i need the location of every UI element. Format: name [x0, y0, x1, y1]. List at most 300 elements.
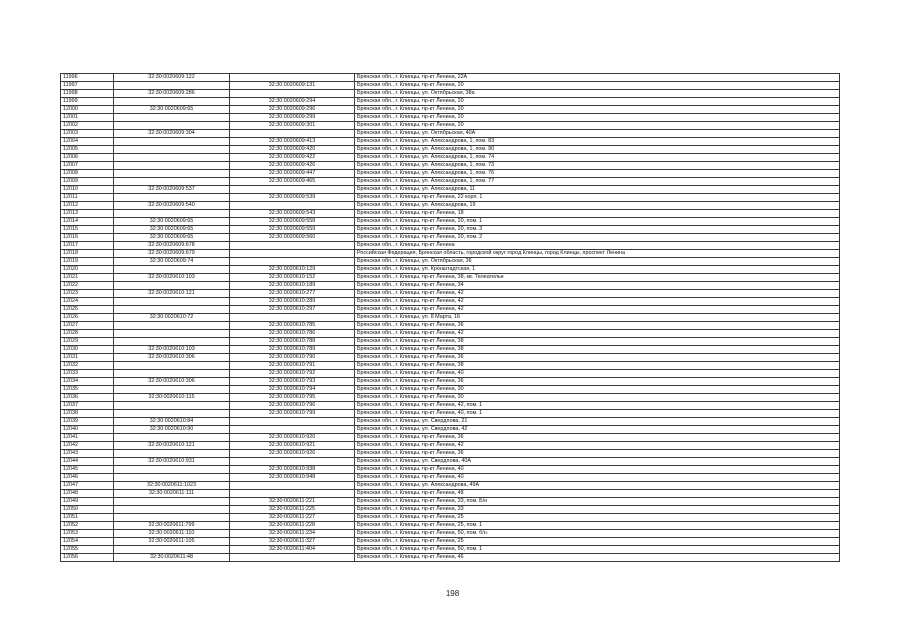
- address-cell: Брянская обл., г. Клинцы, пр-кт Ленина, 42: [355, 306, 840, 314]
- row-number: 12047: [61, 482, 114, 490]
- cadastral-number-building: [230, 458, 355, 466]
- table-row: [61, 130, 840, 138]
- address-cell: Брянская обл., г. Клинцы, пр-кт Ленина, 18: [355, 210, 840, 218]
- address-cell: Брянская обл., г. Клинцы, пр-кт Ленина, 20: [355, 122, 840, 130]
- cadastral-number-parcel: [114, 282, 230, 290]
- table-row: [61, 410, 840, 418]
- row-number: 12017: [61, 242, 114, 250]
- address-cell: Брянская обл., г. Клинцы, ул. Свердлова, 42: [355, 426, 840, 434]
- cadastral-number-building: [230, 130, 355, 138]
- table-row: [61, 114, 840, 122]
- cadastral-number-parcel: 32:30:0020609:122: [114, 74, 230, 82]
- cadastral-number-parcel: [114, 162, 230, 170]
- row-number: 12032: [61, 362, 114, 370]
- cadastral-number-parcel: [114, 370, 230, 378]
- cadastral-number-building: [230, 482, 355, 490]
- table-row: [61, 338, 840, 346]
- cadastral-number-building: 32:30:0020609:560: [230, 234, 355, 242]
- address-cell: Брянская обл., г. Клинцы, пр-кт Ленина, 20, пом. 2: [355, 234, 840, 242]
- row-number: 12015: [61, 226, 114, 234]
- row-number: 12048: [61, 490, 114, 498]
- table-row: [61, 370, 840, 378]
- cadastral-number-building: [230, 258, 355, 266]
- cadastral-table: [60, 73, 840, 562]
- row-number: 12052: [61, 522, 114, 530]
- table-row: [61, 378, 840, 386]
- address-cell: Брянская обл., г. Клинцы, ул. Александрова, 1, пом. 77: [355, 178, 840, 186]
- row-number: 12001: [61, 114, 114, 122]
- cadastral-number-parcel: 32:30:0020609:74: [114, 258, 230, 266]
- cadastral-number-parcel: [114, 194, 230, 202]
- address-cell: Брянская обл., г. Клинцы, пр-кт Ленина, 38: [355, 362, 840, 370]
- table-row: [61, 522, 840, 530]
- table-row: [61, 394, 840, 402]
- address-cell: Брянская обл., г. Клинцы, пр-кт Ленина, 46: [355, 554, 840, 562]
- row-number: 12033: [61, 370, 114, 378]
- table-row: [61, 458, 840, 466]
- address-cell: Брянская обл., г. Клинцы, пр-кт Ленина, 20: [355, 114, 840, 122]
- cadastral-number-building: 32:30:0020610:926: [230, 450, 355, 458]
- cadastral-number-building: 32:30:0020609:420: [230, 146, 355, 154]
- cadastral-number-parcel: [114, 146, 230, 154]
- cadastral-number-building: 32:30:0020610:277: [230, 290, 355, 298]
- row-number: 12020: [61, 266, 114, 274]
- row-number: 12038: [61, 410, 114, 418]
- cadastral-number-building: 32:30:0020611:234: [230, 530, 355, 538]
- row-number: 12003: [61, 130, 114, 138]
- cadastral-number-building: 32:30:0020609:426: [230, 162, 355, 170]
- cadastral-number-parcel: 32:30:0020609:679: [114, 250, 230, 258]
- row-number: 12025: [61, 306, 114, 314]
- address-cell: Брянская обл., г. Клинцы, ул. Свердлова, 40А: [355, 458, 840, 466]
- address-cell: Брянская обл., г. Клинцы, пр-кт Ленина, 20, пом. 1: [355, 218, 840, 226]
- cadastral-number-building: 32:30:0020610:785: [230, 322, 355, 330]
- cadastral-number-parcel: 32:30:0020610:931: [114, 458, 230, 466]
- cadastral-number-parcel: [114, 306, 230, 314]
- table-row: [61, 154, 840, 162]
- table-row: [61, 554, 840, 562]
- row-number: 12009: [61, 178, 114, 186]
- cadastral-number-building: 32:30:0020609:558: [230, 218, 355, 226]
- table-row: [61, 298, 840, 306]
- page-number: 198: [445, 589, 460, 598]
- cadastral-number-building: 32:30:0020610:793: [230, 378, 355, 386]
- row-number: 12034: [61, 378, 114, 386]
- cadastral-number-building: 32:30:0020610:794: [230, 386, 355, 394]
- table-row: [61, 170, 840, 178]
- table-row: [61, 362, 840, 370]
- cadastral-number-parcel: [114, 474, 230, 482]
- cadastral-number-building: 32:30:0020610:792: [230, 370, 355, 378]
- cadastral-number-building: 32:30:0020611:404: [230, 546, 355, 554]
- table-row: [61, 426, 840, 434]
- cadastral-number-parcel: [114, 330, 230, 338]
- table-row: [61, 314, 840, 322]
- row-number: 12008: [61, 170, 114, 178]
- address-cell: Брянская обл., г. Клинцы, пр-кт Ленина, 42: [355, 298, 840, 306]
- cadastral-number-building: 32:30:0020610:948: [230, 474, 355, 482]
- cadastral-number-building: [230, 202, 355, 210]
- cadastral-number-building: [230, 74, 355, 82]
- address-cell: Брянская обл., г. Клинцы, ул. Александрова, 19: [355, 202, 840, 210]
- address-cell: Брянская обл., г. Клинцы, пр-кт Ленина, 20: [355, 98, 840, 106]
- address-cell: Брянская обл., г. Клинцы, пр-кт Ленина, 20, пом. 3: [355, 226, 840, 234]
- table-row: [61, 186, 840, 194]
- address-cell: Брянская обл., г. Клинцы, пр-кт Ленина, 22 корп. 1: [355, 194, 840, 202]
- address-cell: Брянская обл., г. Клинцы, пр-кт Ленина, 25: [355, 514, 840, 522]
- cadastral-number-parcel: [114, 362, 230, 370]
- cadastral-number-parcel: [114, 82, 230, 90]
- row-number: 12056: [61, 554, 114, 562]
- cadastral-number-building: 32:30:0020610:920: [230, 434, 355, 442]
- row-number: 11999: [61, 98, 114, 106]
- row-number: 12027: [61, 322, 114, 330]
- table-row: [61, 450, 840, 458]
- table-row: [61, 250, 840, 258]
- table-row: [61, 442, 840, 450]
- row-number: 12035: [61, 386, 114, 394]
- row-number: 12037: [61, 402, 114, 410]
- address-cell: Брянская обл., г. Клинцы, пр-кт Ленина, 48: [355, 490, 840, 498]
- address-cell: Брянская обл., г. Клинцы, ул. Октябрьская, 36: [355, 258, 840, 266]
- cadastral-number-parcel: 32:30:0020609:678: [114, 242, 230, 250]
- cadastral-number-parcel: [114, 322, 230, 330]
- cadastral-number-building: 32:30:0020609:447: [230, 170, 355, 178]
- cadastral-number-parcel: [114, 506, 230, 514]
- table-row: [61, 162, 840, 170]
- cadastral-number-building: [230, 314, 355, 322]
- cadastral-number-parcel: [114, 514, 230, 522]
- cadastral-number-parcel: 32:30:0020609:65: [114, 234, 230, 242]
- row-number: 12051: [61, 514, 114, 522]
- table-row: [61, 218, 840, 226]
- table-row: [61, 506, 840, 514]
- table-row: [61, 386, 840, 394]
- row-number: 12053: [61, 530, 114, 538]
- table-body: [61, 74, 840, 562]
- address-cell: Брянская обл., г. Клинцы, ул. Александрова, 1, пом. 76: [355, 170, 840, 178]
- address-cell: Брянская обл., г. Клинцы, пр-кт Ленина, 30: [355, 386, 840, 394]
- address-cell: Брянская обл., г. Клинцы, ул. Александрова, 1, пом. 90: [355, 146, 840, 154]
- address-cell: Брянская обл., г. Клинцы, пр-кт Ленина, 36: [355, 434, 840, 442]
- row-number: 12007: [61, 162, 114, 170]
- address-cell: Брянская обл., г. Клинцы, пр-кт Ленина, 38: [355, 338, 840, 346]
- cadastral-number-parcel: 32:30:0020610:84: [114, 418, 230, 426]
- cadastral-number-parcel: 32:30:0020611:48: [114, 554, 230, 562]
- table-row: [61, 474, 840, 482]
- address-cell: Брянская обл., г. Клинцы, пр-кт Ленина, 36: [355, 378, 840, 386]
- address-cell: Брянская обл., г. Клинцы, пр-кт Ленина, 36: [355, 354, 840, 362]
- cadastral-number-parcel: 32:30:0020609:65: [114, 106, 230, 114]
- cadastral-number-parcel: 32:30:0020609:537: [114, 186, 230, 194]
- cadastral-number-building: 32:30:0020610:788: [230, 338, 355, 346]
- row-number: 12030: [61, 346, 114, 354]
- cadastral-number-parcel: [114, 402, 230, 410]
- row-number: 12042: [61, 442, 114, 450]
- table-row: [61, 122, 840, 130]
- cadastral-number-parcel: 32:30:0020611:110: [114, 530, 230, 538]
- row-number: 12054: [61, 538, 114, 546]
- cadastral-number-parcel: [114, 450, 230, 458]
- cadastral-number-parcel: 32:30:0020610:72: [114, 314, 230, 322]
- cadastral-number-building: 32:30:0020609:543: [230, 210, 355, 218]
- row-number: 12002: [61, 122, 114, 130]
- address-cell: Брянская обл., г. Клинцы, ул. Александрова, 1, пом. 74: [355, 154, 840, 162]
- row-number: 12011: [61, 194, 114, 202]
- table-row: [61, 90, 840, 98]
- cadastral-number-building: [230, 242, 355, 250]
- address-cell: Брянская обл., г. Клинцы, пр-кт Ленина, 25, пом. 1: [355, 522, 840, 530]
- row-number: 12019: [61, 258, 114, 266]
- address-cell: Брянская обл., г. Клинцы, пр-кт Ленина, 36: [355, 450, 840, 458]
- cadastral-number-parcel: 32:30:0020610:306: [114, 354, 230, 362]
- row-number: 12006: [61, 154, 114, 162]
- cadastral-number-parcel: [114, 410, 230, 418]
- row-number: 12050: [61, 506, 114, 514]
- table-row: [61, 538, 840, 546]
- cadastral-number-building: 32:30:0020610:799: [230, 410, 355, 418]
- address-cell: Брянская обл., г. Клинцы, ул. Октябрьская, 40А: [355, 130, 840, 138]
- address-cell: Брянская обл., г. Клинцы, пр-кт Ленина, 50, пом. 1: [355, 546, 840, 554]
- row-number: 12049: [61, 498, 114, 506]
- cadastral-number-parcel: 32:30:0020609:65: [114, 226, 230, 234]
- cadastral-number-building: 32:30:0020610:791: [230, 362, 355, 370]
- table-row: [61, 146, 840, 154]
- row-number: 11997: [61, 82, 114, 90]
- address-cell: Брянская обл., г. Клинцы, пр-кт Ленина, 40: [355, 466, 840, 474]
- cadastral-number-building: 32:30:0020611:225: [230, 506, 355, 514]
- row-number: 12028: [61, 330, 114, 338]
- table-row: [61, 274, 840, 282]
- address-cell: Брянская обл., г. Клинцы, ул. Александрова, 49А: [355, 482, 840, 490]
- address-cell: Брянская обл., г. Клинцы, пр-кт Ленина, 40: [355, 474, 840, 482]
- address-cell: Российская Федерация, Брянская область, городской округ город Клинцы, город Клинцы, проспект Ленина: [355, 250, 840, 258]
- table-row: [61, 266, 840, 274]
- table-row: [61, 282, 840, 290]
- cadastral-number-building: [230, 426, 355, 434]
- cadastral-number-building: [230, 90, 355, 98]
- address-cell: Брянская обл., г. Клинцы, пр-кт Ленина, 42: [355, 330, 840, 338]
- cadastral-number-building: 32:30:0020609:559: [230, 226, 355, 234]
- cadastral-number-parcel: [114, 498, 230, 506]
- address-cell: Брянская обл., г. Клинцы, пр-кт Ленина, 25: [355, 538, 840, 546]
- cadastral-number-building: 32:30:0020609:294: [230, 98, 355, 106]
- cadastral-number-building: 32:30:0020609:299: [230, 114, 355, 122]
- cadastral-number-building: 32:30:0020610:921: [230, 442, 355, 450]
- row-number: 12022: [61, 282, 114, 290]
- row-number: 12045: [61, 466, 114, 474]
- address-cell: Брянская обл., г. Клинцы, пр-кт Ленина, 42, пом. 1: [355, 402, 840, 410]
- cadastral-number-parcel: 32:30:0020611:111: [114, 490, 230, 498]
- cadastral-number-building: 32:30:0020610:789: [230, 346, 355, 354]
- cadastral-number-parcel: [114, 114, 230, 122]
- cadastral-number-parcel: [114, 138, 230, 146]
- table-row: [61, 98, 840, 106]
- address-cell: Брянская обл., г. Клинцы, пр-кт Ленина, 34: [355, 282, 840, 290]
- cadastral-number-parcel: [114, 338, 230, 346]
- table-row: [61, 530, 840, 538]
- cadastral-number-building: 32:30:0020610:786: [230, 330, 355, 338]
- row-number: 12039: [61, 418, 114, 426]
- table-row: [61, 226, 840, 234]
- cadastral-number-parcel: [114, 98, 230, 106]
- cadastral-number-parcel: 32:30:0020610:306: [114, 378, 230, 386]
- address-cell: Брянская обл., г. Клинцы, ул. Александрова, 1, пом. 73: [355, 162, 840, 170]
- row-number: 12043: [61, 450, 114, 458]
- row-number: 12013: [61, 210, 114, 218]
- table-row: [61, 106, 840, 114]
- cadastral-number-parcel: 32:30:0020610:121: [114, 290, 230, 298]
- cadastral-number-parcel: [114, 178, 230, 186]
- row-number: 12031: [61, 354, 114, 362]
- address-cell: Брянская обл., г. Клинцы, пр-кт Ленина, 38: [355, 346, 840, 354]
- address-cell: Брянская обл., г. Клинцы, пр-кт Ленина, 36: [355, 322, 840, 330]
- table-row: [61, 242, 840, 250]
- row-number: 12000: [61, 106, 114, 114]
- cadastral-number-building: 32:30:0020610:189: [230, 282, 355, 290]
- row-number: 12021: [61, 274, 114, 282]
- table-row: [61, 346, 840, 354]
- address-cell: Брянская обл., г. Клинцы, пр-кт Ленина, 38, кв. Телеателье: [355, 274, 840, 282]
- cadastral-number-building: [230, 250, 355, 258]
- table-row: [61, 210, 840, 218]
- row-number: 12046: [61, 474, 114, 482]
- row-number: 12055: [61, 546, 114, 554]
- cadastral-number-parcel: [114, 122, 230, 130]
- row-number: 11996: [61, 74, 114, 82]
- address-cell: Брянская обл., г. Клинцы, пр-кт Ленина, 42: [355, 442, 840, 450]
- row-number: 12004: [61, 138, 114, 146]
- address-cell: Брянская обл., г. Клинцы, ул. Свердлова, 21: [355, 418, 840, 426]
- cadastral-number-parcel: 32:30:0020611:799: [114, 522, 230, 530]
- cadastral-number-building: 32:30:0020611:221: [230, 498, 355, 506]
- row-number: 12014: [61, 218, 114, 226]
- table-row: [61, 202, 840, 210]
- row-number: 12016: [61, 234, 114, 242]
- table-row: [61, 178, 840, 186]
- cadastral-number-parcel: 32:30:0020609:540: [114, 202, 230, 210]
- cadastral-number-building: 32:30:0020610:152: [230, 274, 355, 282]
- row-number: 12029: [61, 338, 114, 346]
- cadastral-number-building: [230, 186, 355, 194]
- cadastral-number-parcel: 32:30:0020611:1023: [114, 482, 230, 490]
- cadastral-number-building: 32:30:0020610:297: [230, 306, 355, 314]
- cadastral-number-building: 32:30:0020609:413: [230, 138, 355, 146]
- cadastral-number-building: [230, 554, 355, 562]
- cadastral-number-building: [230, 490, 355, 498]
- table-row: [61, 434, 840, 442]
- cadastral-number-parcel: [114, 266, 230, 274]
- row-number: 12018: [61, 250, 114, 258]
- table-row: [61, 490, 840, 498]
- cadastral-number-building: 32:30:0020610:790: [230, 354, 355, 362]
- row-number: 12026: [61, 314, 114, 322]
- cadastral-number-parcel: [114, 434, 230, 442]
- cadastral-number-building: 32:30:0020609:539: [230, 194, 355, 202]
- cadastral-number-building: 32:30:0020609:465: [230, 178, 355, 186]
- row-number: 11998: [61, 90, 114, 98]
- cadastral-number-building: 32:30:0020611:327: [230, 538, 355, 546]
- table-row: [61, 418, 840, 426]
- address-cell: Брянская обл., г. Клинцы, пр-кт Ленина, 33: [355, 506, 840, 514]
- address-cell: Брянская обл., г. Клинцы, пр-кт Ленина, 30: [355, 394, 840, 402]
- cadastral-number-parcel: [114, 210, 230, 218]
- cadastral-number-building: 32:30:0020609:296: [230, 106, 355, 114]
- address-cell: Брянская обл., г. Клинцы, пр-кт Ленина, 42: [355, 290, 840, 298]
- cadastral-number-parcel: 32:30:0020610:103: [114, 274, 230, 282]
- table-row: [61, 74, 840, 82]
- table-row: [61, 82, 840, 90]
- cadastral-number-parcel: 32:30:0020610:115: [114, 394, 230, 402]
- row-number: 12010: [61, 186, 114, 194]
- address-cell: Брянская обл., г. Клинцы, пр-кт Ленина, 50, пом. б/н.: [355, 530, 840, 538]
- cadastral-number-building: 32:30:0020610:796: [230, 402, 355, 410]
- address-cell: Брянская обл., г. Клинцы, пр-кт Ленина, 40, пом. 1: [355, 410, 840, 418]
- table-row: [61, 498, 840, 506]
- cadastral-number-parcel: 32:30:0020610:103: [114, 346, 230, 354]
- cadastral-number-parcel: 32:30:0020611:105: [114, 538, 230, 546]
- cadastral-number-parcel: [114, 386, 230, 394]
- cadastral-number-parcel: 32:30:0020609:65: [114, 218, 230, 226]
- cadastral-number-building: 32:30:0020610:795: [230, 394, 355, 402]
- cadastral-number-parcel: [114, 466, 230, 474]
- row-number: 12044: [61, 458, 114, 466]
- address-cell: Брянская обл., г. Клинцы, пр-кт Ленина, 40: [355, 370, 840, 378]
- address-cell: Брянская обл., г. Клинцы, ул. Октябрьская, 38а: [355, 90, 840, 98]
- cadastral-number-building: 32:30:0020610:129: [230, 266, 355, 274]
- cadastral-number-parcel: 32:30:0020610:121: [114, 442, 230, 450]
- cadastral-number-building: 32:30:0020609:422: [230, 154, 355, 162]
- cadastral-number-building: 32:30:0020610:289: [230, 298, 355, 306]
- row-number: 12023: [61, 290, 114, 298]
- cadastral-number-parcel: [114, 298, 230, 306]
- address-cell: Брянская обл., г. Клинцы, пр-кт Ленина, 20: [355, 82, 840, 90]
- row-number: 12040: [61, 426, 114, 434]
- table-row: [61, 290, 840, 298]
- row-number: 12036: [61, 394, 114, 402]
- cadastral-number-building: 32:30:0020610:938: [230, 466, 355, 474]
- table-row: [61, 546, 840, 554]
- address-cell: Брянская обл., г. Клинцы, ул. Александрова, 11: [355, 186, 840, 194]
- row-number: 12005: [61, 146, 114, 154]
- table-row: [61, 306, 840, 314]
- address-cell: Брянская обл., г. Клинцы, пр-кт Ленина, 22А: [355, 74, 840, 82]
- table-row: [61, 330, 840, 338]
- cadastral-number-parcel: 32:30:0020610:90: [114, 426, 230, 434]
- table-row: [61, 514, 840, 522]
- cadastral-number-parcel: 32:30:0020609:286: [114, 90, 230, 98]
- cadastral-number-parcel: [114, 170, 230, 178]
- row-number: 12012: [61, 202, 114, 210]
- table-row: [61, 322, 840, 330]
- cadastral-number-building: 32:30:0020611:228: [230, 522, 355, 530]
- address-cell: Брянская обл., г. Клинцы, ул. 8 Марта, 16: [355, 314, 840, 322]
- table-row: [61, 138, 840, 146]
- table-row: [61, 482, 840, 490]
- address-cell: Брянская обл., г. Клинцы, пр-кт Ленина: [355, 242, 840, 250]
- address-cell: Брянская обл., г. Клинцы, пр-кт Ленина, 20: [355, 106, 840, 114]
- cadastral-number-building: 32:30:0020611:227: [230, 514, 355, 522]
- table-row: [61, 466, 840, 474]
- cadastral-number-building: 32:30:0020609:301: [230, 122, 355, 130]
- cadastral-number-building: [230, 418, 355, 426]
- table-row: [61, 258, 840, 266]
- address-cell: Брянская обл., г. Клинцы, ул. Кронштадтская, 1: [355, 266, 840, 274]
- cadastral-number-parcel: 32:30:0020609:304: [114, 130, 230, 138]
- cadastral-number-parcel: [114, 546, 230, 554]
- address-cell: Брянская обл., г. Клинцы, пр-кт Ленина, 33, пом. Б/н: [355, 498, 840, 506]
- row-number: 12041: [61, 434, 114, 442]
